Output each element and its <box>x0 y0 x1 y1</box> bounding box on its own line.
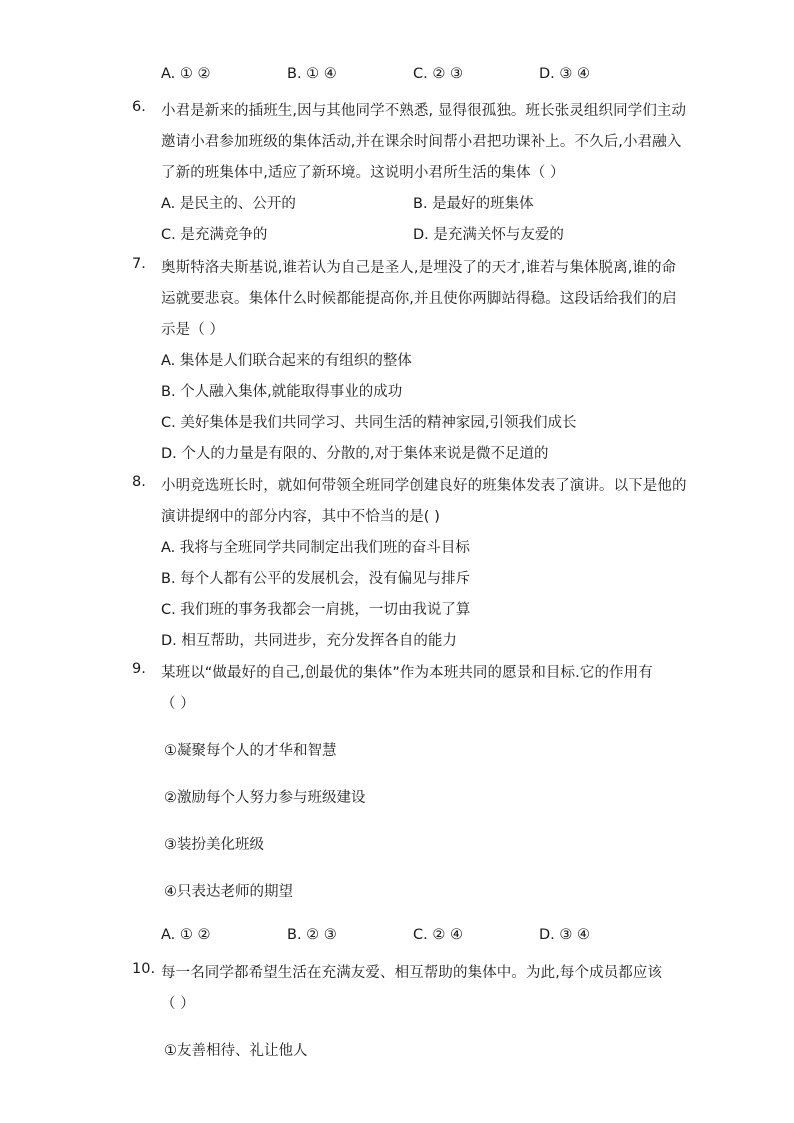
q8-option-a[interactable]: A. 我将与全班同学共同制定出我们班的奋斗目标 <box>161 540 470 556</box>
question-number: 8. <box>132 474 146 490</box>
q8-option-c[interactable]: C. 我们班的事务我都会一肩挑，一切由我说了算 <box>161 602 471 618</box>
question-number: 7. <box>132 256 146 272</box>
question-text-line: 演讲提纲中的部分内容，其中不恰当的是( ) <box>161 509 441 525</box>
question-text-line: （ ） <box>161 696 195 712</box>
q6-option-b[interactable]: B. 是最好的班集体 <box>413 196 534 212</box>
q7-option-a[interactable]: A. 集体是人们联合起来的有组织的整体 <box>161 353 412 369</box>
q5-option-c[interactable]: C. ② ③ <box>413 66 463 82</box>
question-text-line: 某班以“做最好的自己,创最优的集体”作为本班共同的愿景和目标.它的作用有 <box>161 665 653 681</box>
question-text-line: 小明竞选班长时，就如何带领全班同学创建良好的班集体发表了演讲。以下是他的 <box>161 478 687 494</box>
question-text-line: 示是（ ） <box>161 322 225 338</box>
q9-statement-4: ④只表达老师的期望 <box>164 884 293 900</box>
q8-option-d[interactable]: D. 相互帮助，共同进步，充分发挥各自的能力 <box>161 633 457 649</box>
q5-option-a[interactable]: A. ① ② <box>161 66 211 82</box>
q7-option-c[interactable]: C. 美好集体是我们共同学习、共同生活的精神家园,引领我们成长 <box>161 415 577 431</box>
question-text-line: 邀请小君参加班级的集体活动,并在课余时间帮小君把功课补上。不久后,小君融入 <box>161 134 682 150</box>
q9-statement-1: ①凝聚每个人的才华和智慧 <box>164 743 337 759</box>
q9-option-b[interactable]: B. ② ③ <box>287 927 337 943</box>
question-text-line: 运就要悲哀。集体什么时候都能提高你,并且使你两脚站得稳。这段话给我们的启 <box>161 291 677 307</box>
q7-option-d[interactable]: D. 个人的力量是有限的、分散的,对于集体来说是微不足道的 <box>161 446 549 462</box>
question-text-line: 了新的班集体中,适应了新环境。这说明小君所生活的集体（ ） <box>161 165 565 181</box>
q5-option-b[interactable]: B. ① ④ <box>287 66 337 82</box>
q10-statement-1: ①友善相待、礼让他人 <box>164 1043 308 1059</box>
q5-option-d[interactable]: D. ③ ④ <box>539 66 590 82</box>
q9-option-d[interactable]: D. ③ ④ <box>539 927 590 943</box>
q7-option-b[interactable]: B. 个人融入集体,就能取得事业的成功 <box>161 384 403 400</box>
question-number: 6. <box>132 99 146 115</box>
q9-statement-2: ②激励每个人努力参与班级建设 <box>164 790 366 806</box>
question-number: 9. <box>132 661 146 677</box>
q6-option-c[interactable]: C. 是充满竞争的 <box>161 227 268 243</box>
q9-option-c[interactable]: C. ② ④ <box>413 927 463 943</box>
q6-option-a[interactable]: A. 是民主的、公开的 <box>161 196 296 212</box>
q8-option-b[interactable]: B. 每个人都有公平的发展机会，没有偏见与排斥 <box>161 571 471 587</box>
q9-option-a[interactable]: A. ① ② <box>161 927 211 943</box>
question-text-line: 每一名同学都希望生活在充满友爱、相互帮助的集体中。为此,每个成员都应该 <box>161 965 663 981</box>
question-text-line: 小君是新来的插班生,因与其他同学不熟悉, 显得很孤独。班长张灵组织同学们主动 <box>161 103 687 119</box>
question-number: 10. <box>132 961 156 977</box>
question-text-line: 奥斯特洛夫斯基说,谁若认为自己是圣人,是埋没了的天才,谁若与集体脱离,谁的命 <box>161 260 677 276</box>
question-text-line: （ ） <box>161 996 195 1012</box>
q6-option-d[interactable]: D. 是充满关怀与友爱的 <box>413 227 564 243</box>
q9-statement-3: ③装扮美化班级 <box>164 837 264 853</box>
